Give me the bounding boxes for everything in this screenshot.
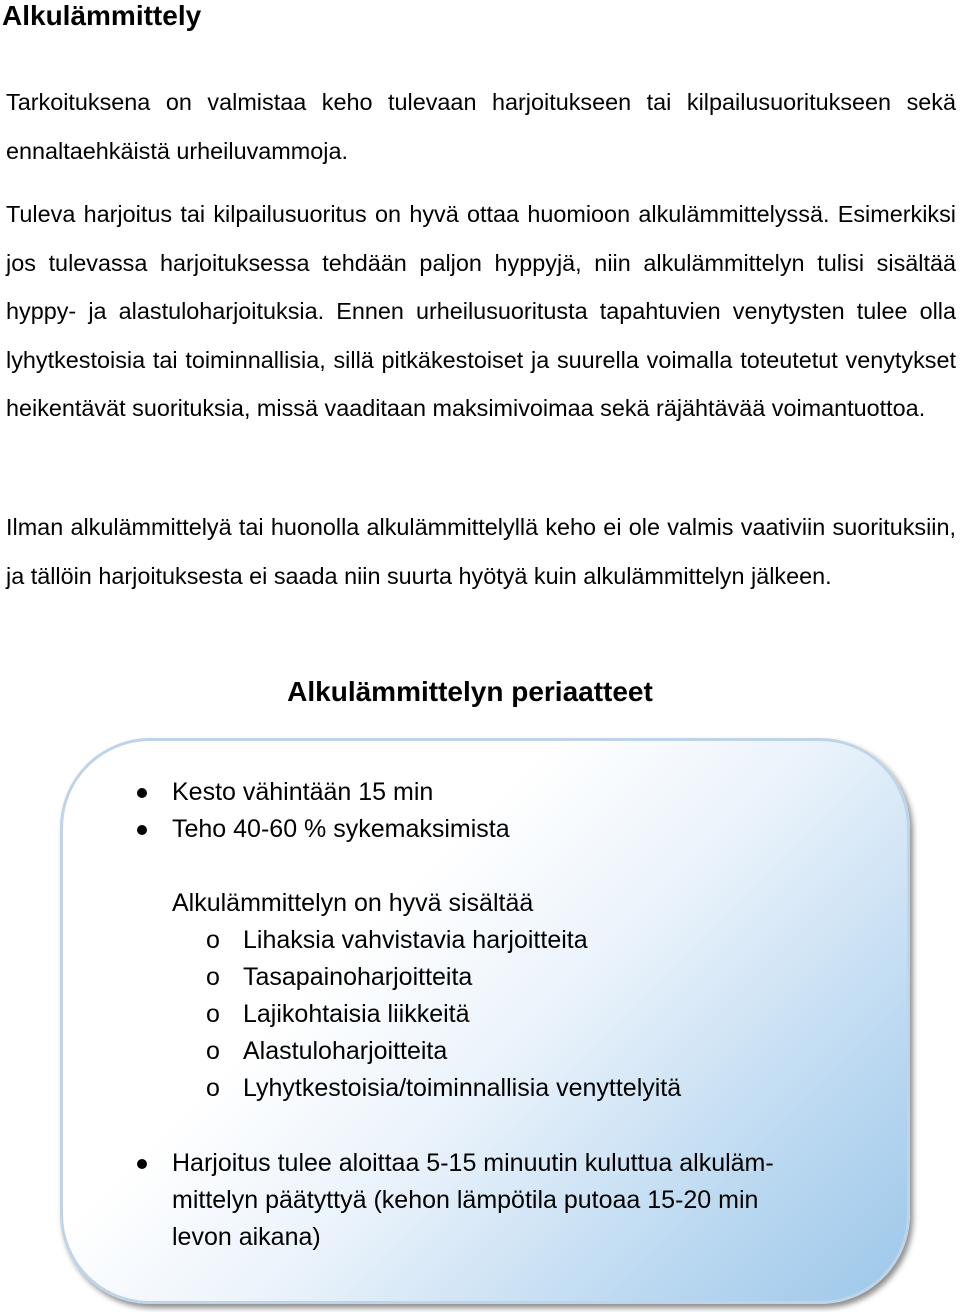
subitem: Lajikohtaisia liikkeitä [243,1000,470,1028]
bullet-marker [137,1159,147,1169]
circle-marker: o [206,963,220,991]
subitem: Lyhytkestoisia/toiminnallisia venyttelyitä [243,1074,682,1102]
bullet-marker [137,825,147,835]
bullet-intensity: Teho 40-60 % sykemaksimista [172,815,510,843]
subitem: Alastuloharjoitteita [243,1037,448,1065]
intro-paragraph: Tarkoituksena on valmistaa keho tulevaan harjoitukseen tai kilpailusuoritukseen sekä ennaltaehkäistä urheiluvammoja. [6,89,956,164]
principles-heading: Alkulämmittelyn periaatteet [287,676,653,707]
page-title: Alkulämmittely [2,0,202,31]
body-paragraph: Tuleva harjoitus tai kilpailusuoritus on hyvä ottaa huomioon alkulämmittelyssä. Esimerkiksi jos tulevassa harjoituksessa tehdään paljon hyppyjä, niin alkulämmittelyn tulisi sisältää hyppy- ja alastuloharjoituksia. Ennen urheilusuoritusta tapahtuvien venytysten tulee olla lyhytkestoisia tai toiminnallisia, sillä pitkäkestoiset ja suurella voimalla toteutetut venytykset heikentävät suorituksia, missä vaaditaan maksimivoimaa sekä räjähtävää voimantuottoa. [6,201,956,421]
circle-marker: o [206,1037,220,1065]
final-bullet-line: Harjoitus tulee aloittaa 5-15 minuutin kuluttua alkuläm- [172,1149,774,1177]
bullet-duration: Kesto vähintään 15 min [172,778,434,806]
circle-marker: o [206,926,220,954]
final-bullet-line: mittelyn päätyttyä (kehon lämpötila putoaa 15-20 min [172,1186,759,1214]
circle-marker: o [206,1074,220,1102]
final-bullet-line: levon aikana) [172,1223,321,1251]
conclusion-paragraph: Ilman alkulämmittelyä tai huonolla alkulämmittelyllä keho ei ole valmis vaativiin suorituksiin, ja tällöin harjoituksesta ei saada niin suurta hyötyä kuin alkulämmittelyn jälkeen. [6,514,956,589]
contents-intro: Alkulämmittelyn on hyvä sisältää [172,889,534,917]
circle-marker: o [206,1000,220,1028]
subitem: Tasapainoharjoitteita [243,963,473,991]
bullet-marker [137,788,147,798]
subitem: Lihaksia vahvistavia harjoitteita [243,926,588,954]
